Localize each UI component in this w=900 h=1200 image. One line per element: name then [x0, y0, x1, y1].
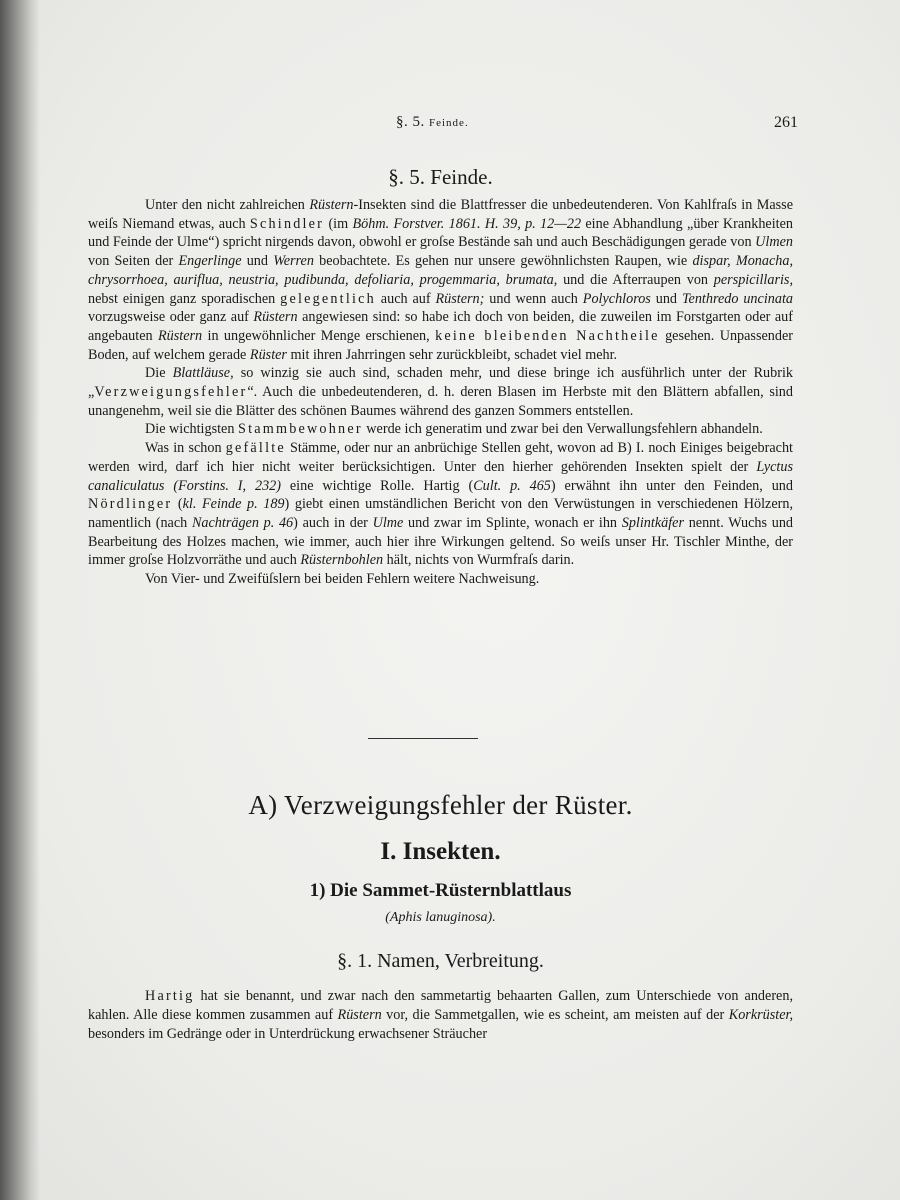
subsection-body — [88, 987, 793, 1044]
latin-name: (Aphis lanuginosa). — [385, 910, 496, 925]
spaced-run: keine bleibenden Nachtheile — [435, 327, 660, 344]
text-run: so winzig sie auch sind, schaden mehr, und diese bringe ich ausführlich unter der Rubrik „ — [88, 365, 793, 401]
text-run: werde ich generatim und zwar bei den Verwallungsfehlern abhandeln. — [362, 421, 763, 438]
italic-run: Lyctus canaliculatus (Forstins. I, 232) — [88, 458, 793, 494]
italic-run: perspicillaris, — [713, 271, 793, 288]
italic-run: Tenthredo uncinata — [681, 290, 793, 307]
text-run: ) auch in der — [293, 514, 373, 531]
italic-run: kl. Feinde p. 189 — [182, 496, 285, 513]
text-run: auch auf — [375, 290, 436, 307]
part-heading: A) Verzweigungsfehler der Rüster. — [248, 790, 633, 820]
paragraph-4 — [88, 439, 793, 570]
text-run: von Seiten der — [88, 253, 179, 270]
section-body — [88, 196, 793, 589]
paragraph-3 — [88, 420, 793, 439]
spaced-run: Verzweigungsfehler — [94, 384, 248, 401]
text-run: eine wichtige Rolle. Hartig ( — [280, 477, 474, 494]
italic-run: Ulmen — [755, 234, 793, 251]
text-run: eine Abhandlung „über Krankheiten und Feinde der Ulme“) spricht nirgends davon, obwohl er groſse Bestände sah und auch Beschädigungen gerade von — [88, 215, 793, 251]
text-run: und — [241, 253, 274, 270]
italic-run: Splintkäfer — [621, 514, 684, 531]
spaced-run: gefällte — [225, 440, 286, 457]
running-head-label: Feinde. — [429, 117, 469, 129]
text-run: hat sie benannt, und zwar nach den sammetartig behaarten Gallen, zum Unterschiede von anderen, kahlen. Alle diese kommen zusammen auf — [88, 988, 793, 1023]
italic-run: Rüsternbohlen — [300, 552, 384, 569]
italic-run: Nachträgen p. 46 — [191, 514, 294, 531]
italic-run: Korkrüster, — [728, 1007, 793, 1023]
running-head-title — [396, 114, 469, 131]
text-run: gesehen. Unpassender Boden, auf welchem gerade — [88, 327, 793, 363]
italic-run: Böhm. Forstver. 1861. H. 39, p. 12—22 — [352, 215, 582, 232]
paragraph-5 — [88, 570, 793, 589]
text-run: Von Vier- und Zweifüſslern bei beiden Fehlern weitere Nachweisung. — [145, 571, 540, 588]
italic-run: Rüstern — [309, 197, 354, 213]
italic-run: Blattläuse, — [172, 365, 234, 382]
text-run: Unter den nicht zahlreichen — [145, 197, 310, 213]
italic-run: Rüster — [249, 346, 287, 363]
text-run: “. Auch die unbedeutenderen, d. h. deren Blasen im Herbste mit den Blättern abfallen, sind unangenehm, weil sie die Blätter des schönen Baumes während des ganzen Sommers entstellen. — [88, 384, 793, 419]
subsection-heading: §. 1. Namen, Verbreitung. — [337, 950, 544, 972]
section-divider — [368, 738, 478, 739]
paragraph-6 — [88, 987, 793, 1044]
italic-run: Engerlinge — [178, 253, 242, 270]
text-run: ( — [172, 496, 183, 513]
text-run: (im — [324, 215, 353, 232]
text-run: und — [650, 290, 682, 307]
page-spine-shadow — [0, 0, 40, 1200]
text-run: Stämme, oder nur an anbrüchige Stellen geht, wovon ad B) I. noch Einiges beigebracht werden wird, darf ich hier nicht weiter berücksichtigen. Unter den hierher gehörenden Insekten spielt der — [88, 440, 793, 475]
spaced-run: Hartig — [145, 988, 195, 1004]
text-run: Die — [145, 365, 173, 382]
paragraph-1 — [88, 196, 793, 364]
spaced-run: Schindler — [249, 215, 325, 232]
text-run: besonders im Gedränge oder in Unterdrückung erwachsener Sträucher — [88, 1026, 488, 1042]
spaced-run: gelegentlich — [280, 290, 376, 307]
italic-run: Ulme — [372, 514, 404, 531]
italic-run: Rüstern — [157, 327, 203, 344]
text-run: -Insekten sind die Blattfresser die unbedeutenderen. Von Kahlfraſs in Masse weiſs Niemand etwas, auch — [88, 197, 794, 232]
italic-run: Werren — [273, 253, 314, 270]
text-run: mit ihren Jahrringen sehr zurückbleibt, schadet viel mehr. — [286, 346, 618, 363]
italic-run: dispar, Monacha, chrysorrhoea, auriflua, neustria, pudibunda, defoliaria, progemmaria, brumata, — [88, 253, 794, 288]
italic-run: Rüstern — [337, 1007, 382, 1023]
text-run: Was in schon — [145, 440, 226, 457]
section-heading: §. 5. Feinde. — [388, 165, 493, 189]
species-heading: 1) Die Sammet-Rüsternblattlaus — [309, 880, 572, 901]
italic-run: Cult. p. 465 — [473, 477, 551, 494]
text-run: nennt. Wuchs und Bearbeitung des Holzes machen, wie immer, auch hier ihre Wirkungen geltend. So weiſs unser Hr. Tischler Minthe, der immer groſse Holzvorräthe und auch — [88, 514, 794, 569]
spaced-run: Nördlinger — [88, 496, 173, 513]
running-head — [88, 114, 798, 134]
text-run: vorzugsweise oder ganz auf — [88, 309, 254, 326]
italic-run: Rüstern; — [435, 290, 485, 307]
chapter-heading: I. Insekten. — [380, 838, 501, 865]
italic-run: Rüstern — [253, 309, 298, 326]
text-run: ) erwähnt ihn unter den Feinden, und — [550, 477, 793, 494]
text-run: hält, nichts von Wurmfraſs darin. — [383, 552, 575, 569]
text-run: angewiesen sind: so habe ich doch von beiden, die zuweilen im Forstgarten oder auf angebauten — [88, 309, 793, 344]
text-run: ) giebt einen umständlichen Bericht von den Verwüstungen in verschiedenen Hölzern, namentlich (nach — [88, 496, 793, 531]
text-run: vor, die Sammetgallen, wie es scheint, am meisten auf der — [381, 1007, 729, 1023]
paragraph-2 — [88, 364, 793, 420]
text-run: und die Afterraupen von — [557, 271, 714, 288]
text-run: Die wichtigsten — [145, 421, 238, 438]
text-run: beobachtete. Es gehen nur unsere gewöhnlichsten Raupen, wie — [313, 253, 693, 270]
page-number: 261 — [774, 114, 798, 131]
text-run: nebst einigen ganz sporadischen — [88, 290, 281, 307]
text-run: in ungewöhnlicher Menge erschienen, — [202, 327, 436, 344]
running-head-section: §. 5. — [396, 114, 425, 130]
text-run: und zwar im Splinte, wonach er ihn — [403, 514, 622, 531]
italic-run: Polychloros — [582, 290, 651, 307]
spaced-run: Stammbewohner — [238, 421, 363, 438]
text-run: und wenn auch — [484, 290, 583, 307]
